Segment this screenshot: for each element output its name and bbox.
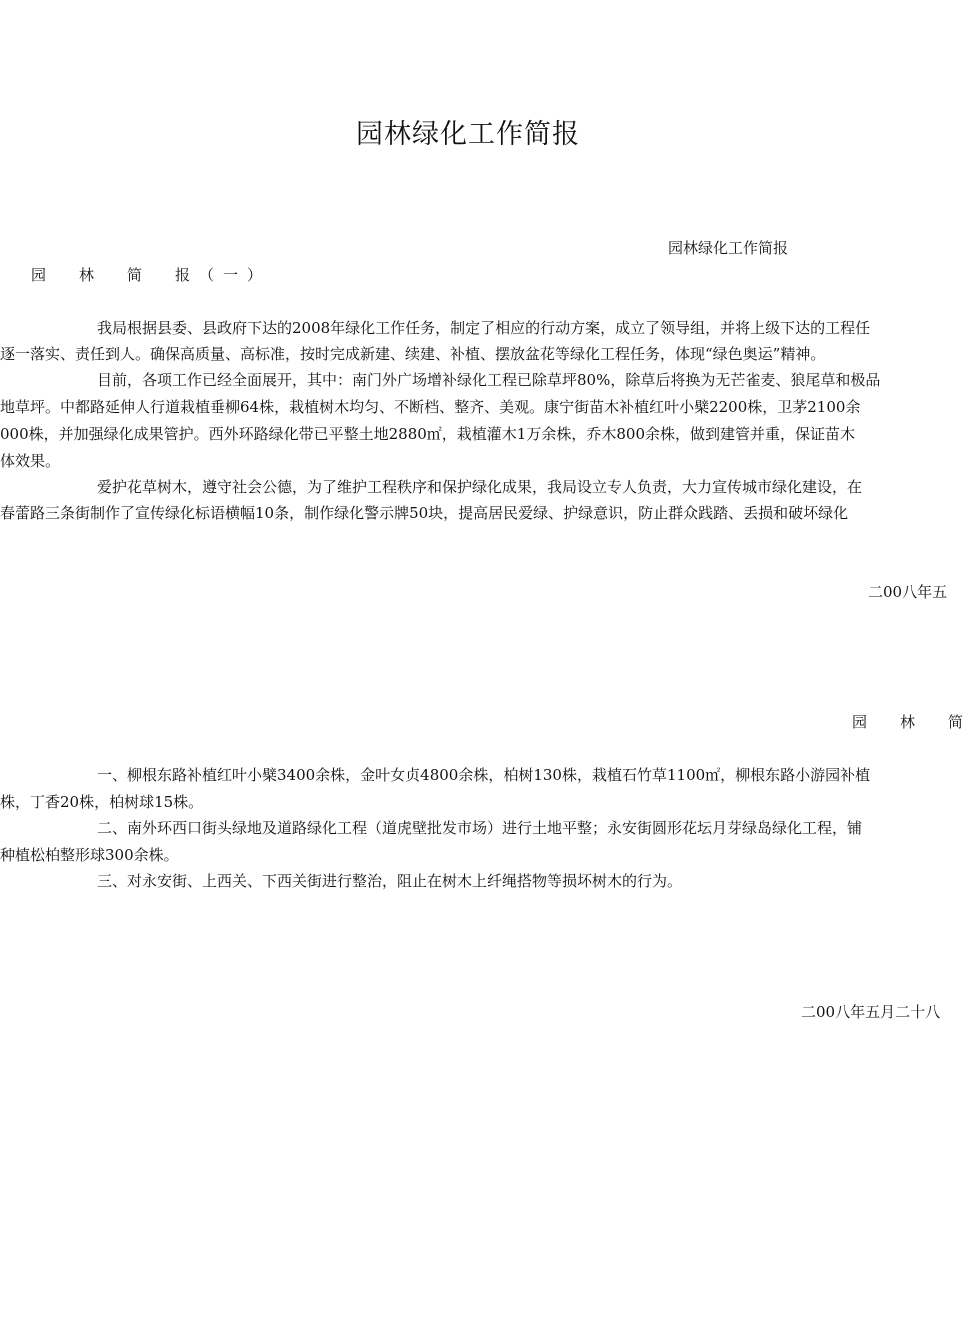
section2-paragraph1-line2: 株，丁香20株，柏树球15株。 (0, 793, 204, 811)
document-title: 园林绿化工作简报 (356, 119, 580, 150)
section1-subtitle: 园 林 简 报（一） (31, 266, 272, 284)
section1-paragraph2-line1: 目前，各项工作已经全面展开，其中：南门外广场增补绿化工程已除草坪80%，除草后将换为无芒雀麦、狼尾草和极品 (97, 371, 881, 389)
section2-date: 二00八年五月二十八 (801, 1003, 941, 1021)
section2-paragraph1-line1: 一、柳根东路补植红叶小檗3400余株，金叶女贞4800余株，柏树130株，栽植石竹草1100㎡，柳根东路小游园补植 (97, 766, 871, 784)
section1-paragraph2-line4: 体效果。 (0, 452, 61, 470)
section1-paragraph2-line2: 地草坪。中都路延伸人行道栽植垂柳64株，栽植树木均匀、不断档、整齐、美观。康宁街苗木补植红叶小檗2200株，卫茅2100余 (0, 398, 861, 416)
section1-paragraph3-line2: 春蕾路三条街制作了宣传绿化标语横幅10条，制作绿化警示牌50块，提高居民爱绿、护绿意识，防止群众践踏、丢损和破坏绿化 (0, 504, 849, 522)
section1-paragraph3-line1: 爱护花草树木，遵守社会公德，为了维护工程秩序和保护绿化成果，我局设立专人负责，大力宣传城市绿化建设，在 (97, 478, 863, 496)
section1-paragraph1-line1: 我局根据县委、县政府下达的2008年绿化工作任务，制定了相应的行动方案，成立了领导组，并将上级下达的工程任 (97, 319, 871, 337)
header-right-title: 园林绿化工作简报 (668, 239, 789, 257)
section2-subtitle: 园 林 简 (852, 713, 972, 731)
section2-paragraph2-line2: 种植松柏整形球300余株。 (0, 846, 179, 864)
section2-paragraph3-line1: 三、对永安街、上西关、下西关街进行整治，阻止在树木上纤绳搭物等损坏树木的行为。 (97, 872, 683, 890)
section1-date: 二00八年五 (868, 583, 948, 601)
section2-paragraph2-line1: 二、南外环西口街头绿地及道路绿化工程（道虎壁批发市场）进行土地平整；永安街圆形花坛月芽绿岛绿化工程，铺 (97, 819, 863, 837)
section1-paragraph2-line3: 000株，并加强绿化成果管护。西外环路绿化带已平整土地2880㎡，栽植灌木1万余株，乔木800余株，做到建管并重，保证苗木 (0, 425, 855, 443)
section1-paragraph1-line2: 逐一落实、责任到人。确保高质量、高标准，按时完成新建、续建、补植、摆放盆花等绿化工程任务，体现“绿色奥运”精神。 (0, 345, 826, 363)
